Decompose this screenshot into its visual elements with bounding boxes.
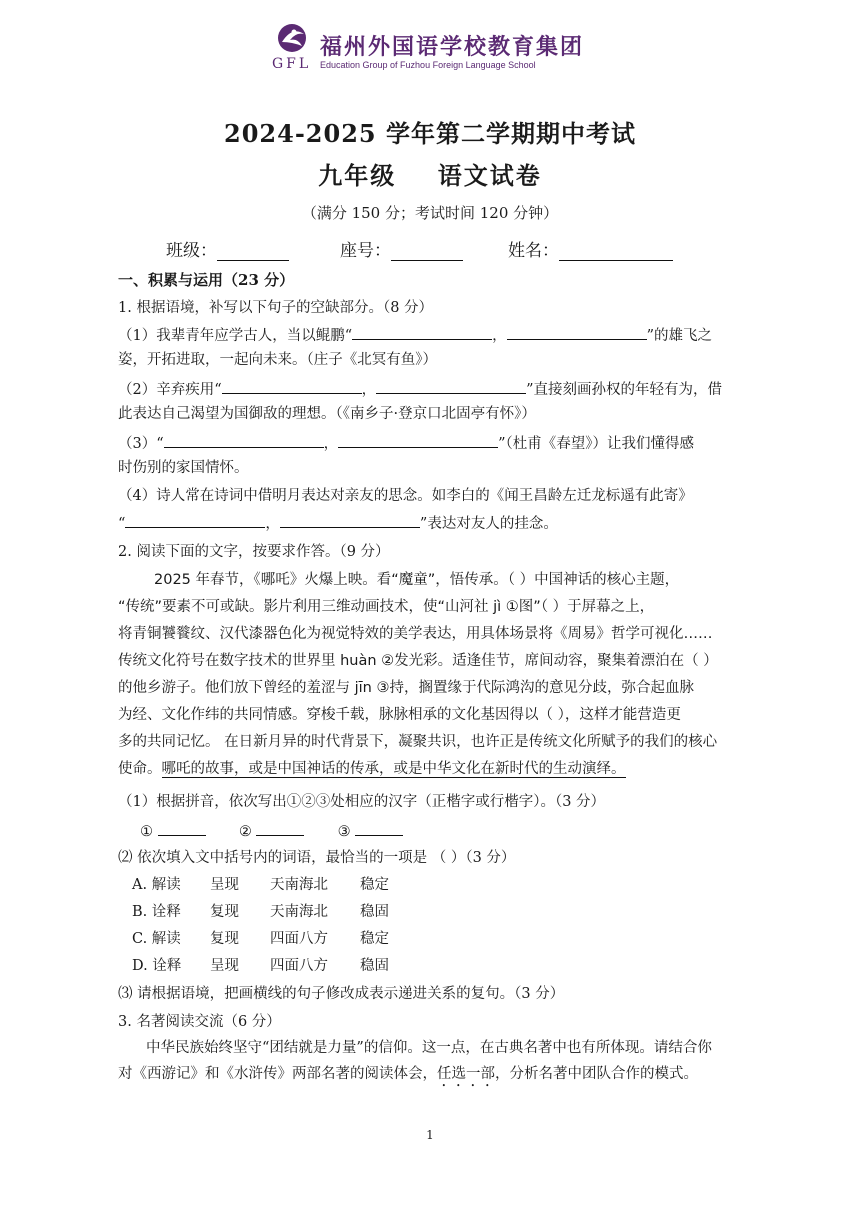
q1-p3-comma: ， bbox=[323, 436, 339, 452]
passage-line-3: 将青铜饕餮纹、汉代漆器色化为视觉特效的美学表达，用具体场景将《周易》哲学可视化…… bbox=[118, 626, 713, 642]
option-b[interactable] bbox=[132, 902, 389, 922]
passage-line-8 bbox=[118, 759, 746, 779]
q1-p1-text-c: ”的雄飞之 bbox=[646, 328, 713, 344]
option-d-word-3: 四面八方 bbox=[270, 958, 328, 974]
seat-field[interactable] bbox=[340, 236, 463, 261]
char-blank-1[interactable] bbox=[158, 820, 206, 836]
q3-emphasized-text: 任选一部 bbox=[437, 1066, 495, 1082]
q1-p2-blank-1[interactable] bbox=[222, 378, 362, 394]
blank-marker-2: ② bbox=[238, 824, 252, 840]
q3-line-2 bbox=[118, 1064, 698, 1090]
name-field[interactable] bbox=[508, 236, 673, 261]
passage-line-6: 为经、文化作纬的共同情感。穿梭千载，脉脉相承的文化基因得以（ ），这样才能营造更 bbox=[118, 707, 681, 723]
seat-blank[interactable] bbox=[391, 244, 463, 261]
passage-line-2: “传统”要素不可或缺。影片利用三维动画技术，使“山河社 jì ①图”（ ）于屏幕之上， bbox=[118, 599, 655, 615]
q1-p4-blank-2[interactable] bbox=[280, 512, 420, 528]
blank-marker-1: ① bbox=[140, 824, 153, 840]
exam-subtitle: 九年级 语文试卷 bbox=[318, 161, 542, 190]
option-c-word-4: 稳定 bbox=[360, 931, 389, 947]
option-b-word-2: 复现 bbox=[210, 904, 239, 920]
q1-p1-blank-1[interactable] bbox=[352, 324, 492, 340]
q1-p3-blank-1[interactable] bbox=[164, 432, 324, 448]
logo-emblem-icon bbox=[272, 22, 316, 58]
q3-line-1: 中华民族始终坚守“团结就是力量”的信仰。这一点，在古典名著中也有所体现。请结合你 bbox=[146, 1040, 712, 1056]
passage-line-7: 多的共同记忆。 在日新月异的时代背景下，凝聚共识，也许正是传统文化所赋予的我们的核心 bbox=[118, 734, 718, 750]
char-blank-3[interactable] bbox=[355, 820, 403, 836]
q2-char-blanks bbox=[140, 820, 403, 842]
underlined-sentence: 哪吒的故事，或是中国神话的传承，或是中华文化在新时代的生动演绎。 bbox=[161, 761, 626, 777]
section-heading: 一、积累与运用（23 分） bbox=[118, 271, 295, 289]
q3-line-2-text-a: 对《西游记》和《水浒传》两部名著的阅读体会， bbox=[118, 1066, 437, 1082]
q1-p4-blank-1[interactable] bbox=[125, 512, 265, 528]
logo-english-name: Education Group of Fuzhou Foreign Language School bbox=[320, 60, 536, 70]
q1-p4-text-d: ”表达对友人的挂念。 bbox=[419, 516, 558, 532]
q1-p2-text-a: （2）辛弃疾用“ bbox=[118, 382, 222, 398]
option-b-word-3: 天南海北 bbox=[270, 904, 328, 920]
logo-chinese-name: 福州外国语学校教育集团 bbox=[320, 34, 585, 60]
question-3-stem: 3. 名著阅读交流（6 分） bbox=[118, 1014, 281, 1030]
q1-p4-open-quote: “ bbox=[118, 516, 126, 532]
question-1-part-3 bbox=[118, 432, 694, 454]
class-blank[interactable] bbox=[217, 244, 289, 261]
name-blank[interactable] bbox=[559, 244, 673, 261]
q1-p3-blank-2[interactable] bbox=[338, 432, 498, 448]
option-a-word-2: 呈现 bbox=[210, 877, 239, 893]
q1-p1-blank-2[interactable] bbox=[507, 324, 647, 340]
option-d-word-4: 稳固 bbox=[360, 958, 389, 974]
option-c-word-3: 四面八方 bbox=[270, 931, 328, 947]
class-label: 班级： bbox=[166, 241, 217, 261]
question-1-part-1 bbox=[118, 324, 712, 346]
exam-note: （满分 150 分；考试时间 120 分钟） bbox=[301, 204, 559, 222]
q1-p1-text-a: （1）我辈青年应学古人，当以鲲鹏“ bbox=[118, 328, 353, 344]
passage-plain-text: 使命。 bbox=[118, 761, 162, 777]
q1-p2-comma: ， bbox=[361, 382, 377, 398]
name-label: 姓名： bbox=[508, 241, 559, 261]
option-b-word-1: B. 诠释 bbox=[132, 904, 181, 920]
q1-p4-blanks-line bbox=[118, 512, 558, 534]
question-2-stem: 2. 阅读下面的文字，按要求作答。（9 分） bbox=[118, 544, 390, 560]
option-c[interactable] bbox=[132, 929, 389, 949]
option-d[interactable] bbox=[132, 956, 389, 976]
q1-p4-comma: ， bbox=[265, 516, 280, 532]
passage-line-5: 的他乡游子。他们放下曾经的羞涩与 jīn ③持，搁置缘于代际鸿沟的意见分歧，弥合起血脉 bbox=[118, 680, 694, 696]
logo-abbreviation: GFL bbox=[272, 56, 312, 72]
option-d-word-2: 呈现 bbox=[210, 958, 239, 974]
q1-p2-continuation: 此表达自己渴望为国御敌的理想。（《南乡子·登京口北固亭有怀》） bbox=[118, 406, 536, 422]
q1-p3-text-c: ”（杜甫《春望》）让我们懂得感 bbox=[498, 436, 695, 452]
passage-line-4: 传统文化符号在数字技术的世界里 huàn ②发光彩。适逢佳节，席间动容，聚集着漂泊在（ ） bbox=[118, 653, 718, 669]
option-a-word-3: 天南海北 bbox=[270, 877, 328, 893]
option-a[interactable] bbox=[132, 875, 389, 895]
school-logo bbox=[272, 22, 585, 78]
option-d-word-1: D. 诠释 bbox=[132, 958, 182, 974]
q1-p1-comma: ， bbox=[492, 328, 507, 344]
q1-p2-blank-2[interactable] bbox=[376, 378, 526, 394]
option-a-word-1: A. 解读 bbox=[132, 877, 181, 893]
option-a-word-4: 稳定 bbox=[360, 877, 389, 893]
char-blank-2[interactable] bbox=[256, 820, 304, 836]
q3-line-2-text-b: ，分析名著中团队合作的模式。 bbox=[495, 1066, 698, 1082]
blank-marker-3: ③ bbox=[337, 824, 351, 840]
class-field[interactable] bbox=[166, 236, 289, 261]
question-1-stem: 1. 根据语境，补写以下句子的空缺部分。（8 分） bbox=[118, 300, 434, 316]
q1-p2-text-c: ”直接刻画孙权的年轻有为，借 bbox=[526, 382, 723, 398]
option-b-word-4: 稳固 bbox=[360, 904, 389, 920]
question-1-part-4: （4）诗人常在诗词中借明月表达对亲友的思念。如李白的《闻王昌龄左迁龙标遥有此寄》 bbox=[118, 488, 693, 504]
question-1-part-2 bbox=[118, 378, 722, 400]
q2-sub-2: ⑵ 依次填入文中括号内的词语，最恰当的一项是 （ ）（3 分） bbox=[118, 850, 516, 866]
q1-p3-text-a: （3）“ bbox=[118, 436, 164, 452]
q2-sub-3: ⑶ 请根据语境，把画横线的句子修改成表示递进关系的复句。（3 分） bbox=[118, 986, 565, 1002]
q2-sub-1: （1）根据拼音，依次写出①②③处相应的汉字（正楷字或行楷字）。（3 分） bbox=[118, 794, 606, 810]
q1-p3-continuation: 时伤别的家国情怀。 bbox=[118, 460, 249, 476]
option-c-word-2: 复现 bbox=[210, 931, 239, 947]
exam-title: 2024-2025 学年第二学期期中考试 bbox=[224, 119, 636, 148]
passage-line-1: 2025 年春节，《哪吒》火爆上映。看“魔童”，悟传承。（ ）中国神话的核心主题， bbox=[154, 572, 680, 588]
page-number: 1 bbox=[426, 1128, 434, 1142]
option-c-word-1: C. 解读 bbox=[132, 931, 181, 947]
seat-label: 座号： bbox=[340, 241, 391, 261]
q1-p1-continuation: 姿，开拓进取，一起向未来。（庄子《北冥有鱼》） bbox=[118, 352, 437, 368]
